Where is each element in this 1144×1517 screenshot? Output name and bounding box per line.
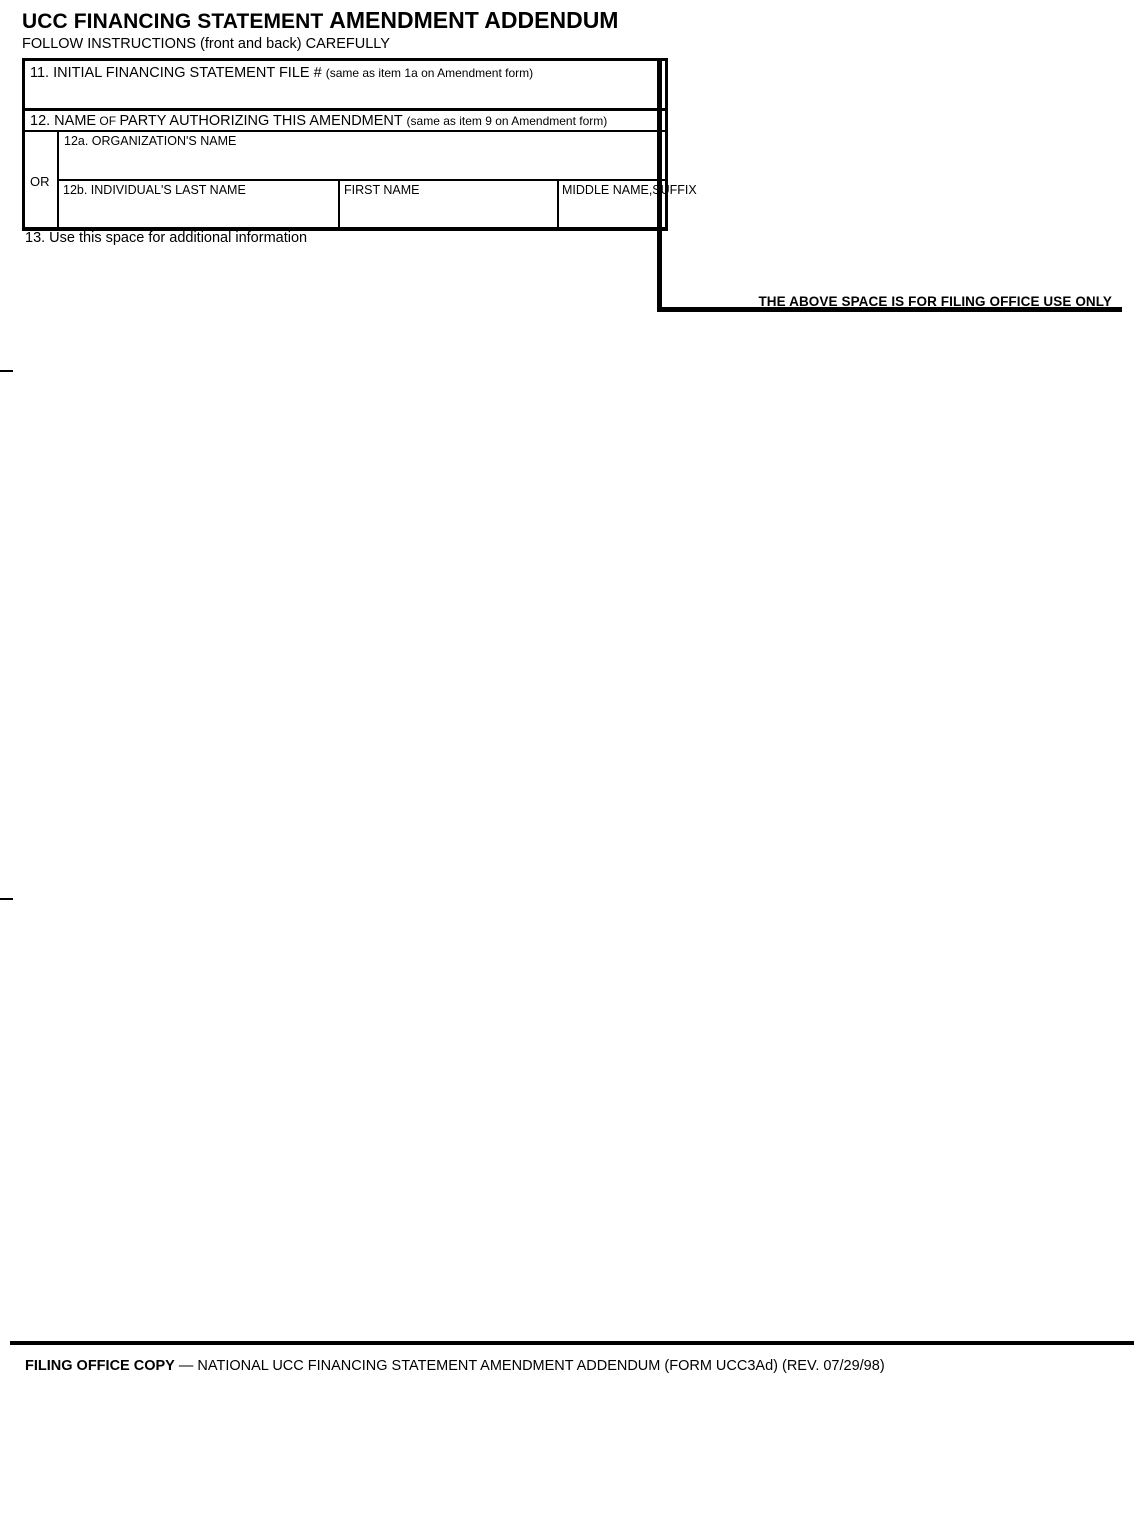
item-12-label-of: OF: [96, 114, 120, 128]
item-12b-first-name-label: FIRST NAME: [344, 183, 420, 197]
item-12b-middle-name-label: MIDDLE NAME,SUFFIX: [562, 183, 697, 197]
margin-tick-upper: [0, 370, 13, 372]
item-12b-last-name-label: 12b. INDIVIDUAL'S LAST NAME: [63, 183, 246, 197]
item-12-body: [25, 132, 697, 228]
item-12-or-cell: [25, 132, 59, 228]
item-12b-last-name-field[interactable]: [59, 181, 340, 228]
page-title: [22, 8, 670, 34]
item-12b-middle-name-field[interactable]: [559, 181, 697, 228]
margin-tick-lower: [0, 898, 13, 900]
item-12-label-num: 12. NAME: [30, 113, 97, 129]
page-title-part2: AMENDMENT ADDENDUM: [329, 7, 619, 33]
item-12-or-label: OR: [30, 174, 50, 189]
item-13-label: 13. Use this space for additional information: [25, 230, 308, 246]
item-11-row[interactable]: [25, 61, 665, 111]
form-header: [22, 8, 670, 53]
form-main-box: [22, 58, 697, 231]
page-title-part1: UCC FINANCING STATEMENT: [22, 10, 330, 33]
item-11-note: (same as item 1a on Amendment form): [325, 66, 534, 80]
item-12-label-rest: PARTY AUTHORIZING THIS AMENDMENT: [119, 113, 403, 129]
footer-rest: — NATIONAL UCC FINANCING STATEMENT AMENDMENT ADDENDUM (FORM UCC3Ad) (REV. 07/29/98): [174, 1358, 885, 1374]
item-12a-organization-field[interactable]: [59, 132, 665, 181]
item-12-title-row: [25, 111, 665, 132]
item-11-label-group: [30, 65, 533, 81]
item-12a-label: 12a. ORGANIZATION'S NAME: [64, 134, 237, 148]
form-instructions: FOLLOW INSTRUCTIONS (front and back) CAREFULLY: [22, 36, 390, 52]
filing-office-notice: THE ABOVE SPACE IS FOR FILING OFFICE USE ONLY: [758, 294, 1112, 309]
footer-text: [25, 1358, 885, 1374]
item-11-label: 11. INITIAL FINANCING STATEMENT FILE #: [30, 65, 322, 81]
item-12b-first-name-field[interactable]: [340, 181, 559, 228]
item-12b-individual-row: [59, 181, 697, 228]
item-12-block: [25, 111, 697, 228]
footer-bold-lead: FILING OFFICE COPY: [25, 1358, 175, 1374]
item-12-note: (same as item 9 on Amendment form): [406, 114, 608, 128]
footer-divider: [10, 1341, 1134, 1345]
item-12-label-group: [30, 113, 607, 129]
filing-office-box: [657, 58, 1122, 312]
